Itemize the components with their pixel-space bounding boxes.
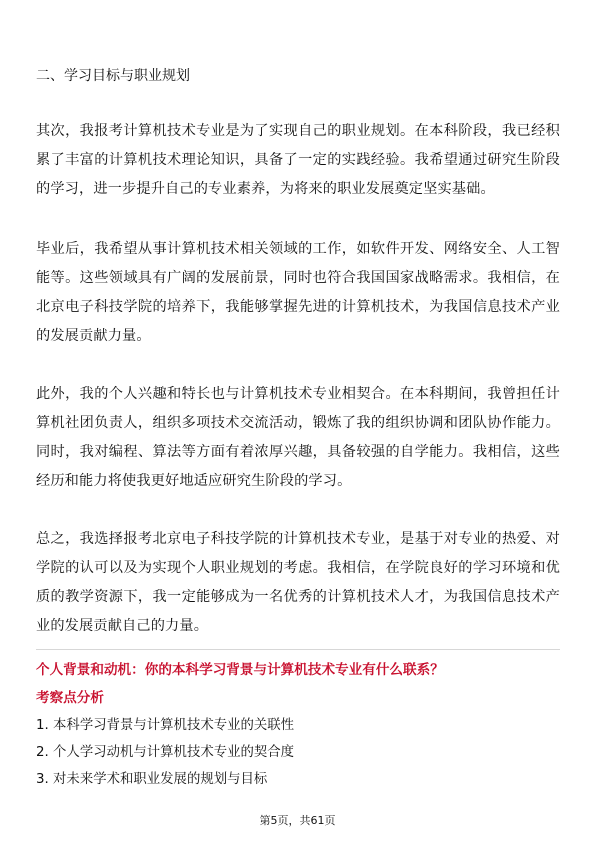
body-paragraph-2: 毕业后，我希望从事计算机技术相关领域的工作，如软件开发、网络安全、人工智能等。这些领域具有广阔的发展前景，同时也符合我国国家战略需求。我相信，在北京电子科技学院的培养下，我能够掌握先进的计算机技术，为我国信息技术产业的发展贡献力量。 xyxy=(36,241,560,344)
analysis-item-1: 1. 本科学习背景与计算机技术专业的关联性 xyxy=(36,718,295,733)
page-number: 第5页，共61页 xyxy=(259,814,336,827)
analysis-heading: 考察点分析 xyxy=(36,690,104,706)
interview-question: 个人背景和动机：你的本科学习背景与计算机技术专业有什么联系？ xyxy=(36,662,444,678)
body-paragraph-4: 总之，我选择报考北京电子科技学院的计算机技术专业，是基于对专业的热爱、对学院的认可以及为实现个人职业规划的考虑。我相信，在学院良好的学习环境和优质的教学资源下，我一定能够成为一名优秀的计算机技术人才，为我国信息技术产业的发展贡献自己的力量。 xyxy=(36,531,560,634)
analysis-item-3: 3. 对未来学术和职业发展的规划与目标 xyxy=(36,772,268,787)
section-divider xyxy=(36,649,560,650)
analysis-list xyxy=(36,712,294,793)
body-paragraph-3: 此外，我的个人兴趣和特长也与计算机技术专业相契合。在本科期间，我曾担任计算机社团负责人，组织多项技术交流活动，锻炼了我的组织协调和团队协作能力。同时，我对编程、算法等方面有着浓厚兴趣，具备较强的自学能力。我相信，这些经历和能力将使我更好地适应研究生阶段的学习。 xyxy=(36,386,560,489)
section-heading: 二、学习目标与职业规划 xyxy=(36,68,190,84)
analysis-item-2: 2. 个人学习动机与计算机技术专业的契合度 xyxy=(36,745,295,760)
body-paragraph-1: 其次，我报考计算机技术专业是为了实现自己的职业规划。在本科阶段，我已经积累了丰富的计算机技术理论知识，具备了一定的实践经验。我希望通过研究生阶段的学习，进一步提升自己的专业素养，为将来的职业发展奠定坚实基础。 xyxy=(36,123,560,197)
